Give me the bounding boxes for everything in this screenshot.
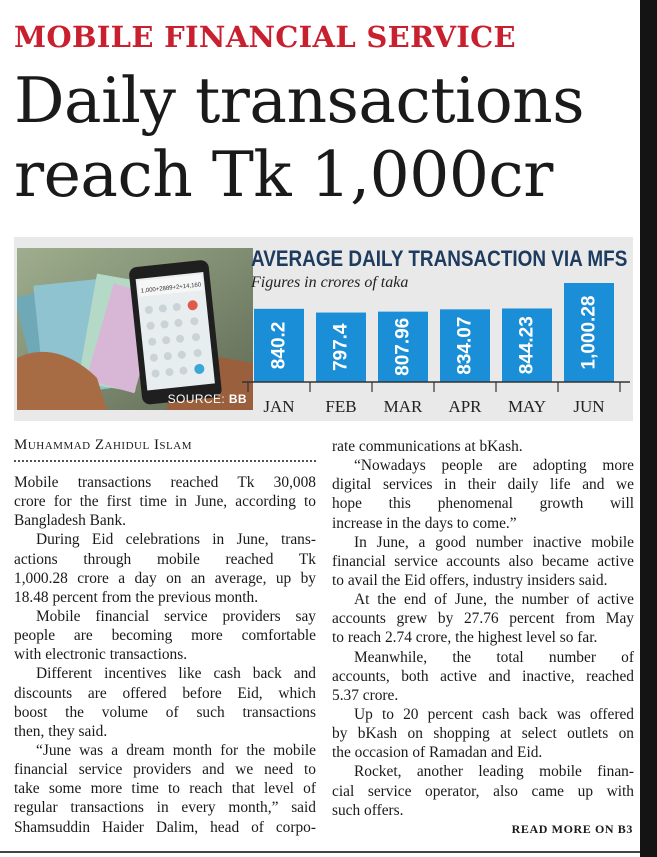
x-tick-label: MAR [383,397,423,416]
section-kicker: MOBILE FINANCIAL SERVICE [14,20,516,54]
phone-display-text: 1,000+2889+2+14,160 [140,282,202,295]
article-line: Up to 20 percent cash back was offered [354,705,634,723]
headline [14,64,634,212]
article-line: Bangladesh Bank. [14,512,126,530]
article-line: 1,000.28 crore a day on an average, up by [14,569,316,587]
phone-cash-photo [17,248,253,410]
article-line: by bKash on shopping at select outlets on [332,725,634,743]
article-line: Mobile transactions reached Tk 30,008 [14,474,316,491]
article-line: accounts, both active and inactive, reached [332,667,634,685]
headline-line-1: Daily transactions [14,64,585,137]
article-line: rate communications at bKash. [332,438,523,455]
article-line: Meanwhile, the total number of [354,648,634,666]
source-credit [168,392,247,406]
article-line: with electronic transactions. [14,646,188,664]
article-line: discounts are offered before Eid, which [14,684,316,702]
byline: Muhammad Zahidul Islam [14,437,192,453]
bar-value-label: 840.2 [268,321,290,370]
read-more-link[interactable]: READ MORE ON B3 [511,822,633,836]
article-line: increase in the days to come.” [332,514,517,532]
article-line: boost the volume of such transactions [14,703,316,721]
article-column-1 [14,473,316,837]
source-value: BB [228,392,247,406]
x-tick-label: MAY [507,397,547,416]
article-line: digital services in their daily life and we [332,476,634,494]
bar-value-label: 1,000.28 [578,295,600,370]
article-line: people are becoming more comfortable [14,627,316,645]
article-line: take some more time to reach that level of [14,780,316,798]
smartphone-image [128,259,222,405]
source-label: SOURCE: [167,392,226,406]
article-line: then, they said. [14,722,108,740]
article-line: crore for the first time in June, according to [14,493,316,511]
x-tick-label: APR [448,397,482,416]
article-line: Shamsuddin Haider Dalim, head of corpo- [14,818,316,836]
bar-value-label: 844.23 [516,316,538,375]
article-line: Rocket, another leading mobile finan- [354,763,634,781]
article-line: In June, a good number inactive mobile [354,533,634,551]
x-tick-label: JUN [573,397,605,416]
headline-line-2: reach Tk 1,000cr [14,138,553,211]
article-line: financial service providers and we need to [14,761,316,779]
article-line: “June was a dream month for the mobile [36,741,316,759]
article-line: Mobile financial service providers say [36,607,316,625]
article-line: At the end of June, the number of active [354,591,634,609]
article-line: accounts grew by 27.76 percent from May [332,610,634,628]
bottom-rule [0,851,640,853]
article-line: cial service operator, also came up with [332,782,634,800]
x-tick-label: FEB [325,397,357,416]
article-line: such offers. [332,801,404,819]
chart-title: AVERAGE DAILY TRANSACTION VIA MFS [251,246,628,271]
article-line: “Nowadays people are adopting more [354,457,634,475]
article-line: to avail the Eid offers, industry insiders said. [332,571,608,589]
article-column-2 [332,437,634,820]
article-line: actions through mobile reached Tk [14,550,316,568]
bar-chart [240,270,630,418]
page-edge [640,0,657,857]
article-line: 5.37 crore. [332,686,399,704]
x-tick-label: JAN [263,397,295,416]
article-line: the occasion of Ramadan and Eid. [332,744,543,762]
byline-divider [14,460,316,462]
bar-value-label: 807.96 [392,317,414,376]
bar-value-label: 797.4 [330,323,352,372]
article-line: regular transactions in every month,” said [14,799,316,817]
chart-subtitle: Figures in crores of taka [251,274,409,291]
article-line: hope this phenomenal growth will [332,495,634,513]
article-line: to reach 2.74 crore, the highest level so far. [332,629,598,647]
article-line: financial service accounts also became active [332,552,634,570]
article-line: 18.48 percent from the previous month. [14,588,259,606]
article-line: Different incentives like cash back and [36,665,316,683]
bar-value-label: 834.07 [454,316,476,375]
article-line: During Eid celebrations in June, trans- [36,531,316,549]
